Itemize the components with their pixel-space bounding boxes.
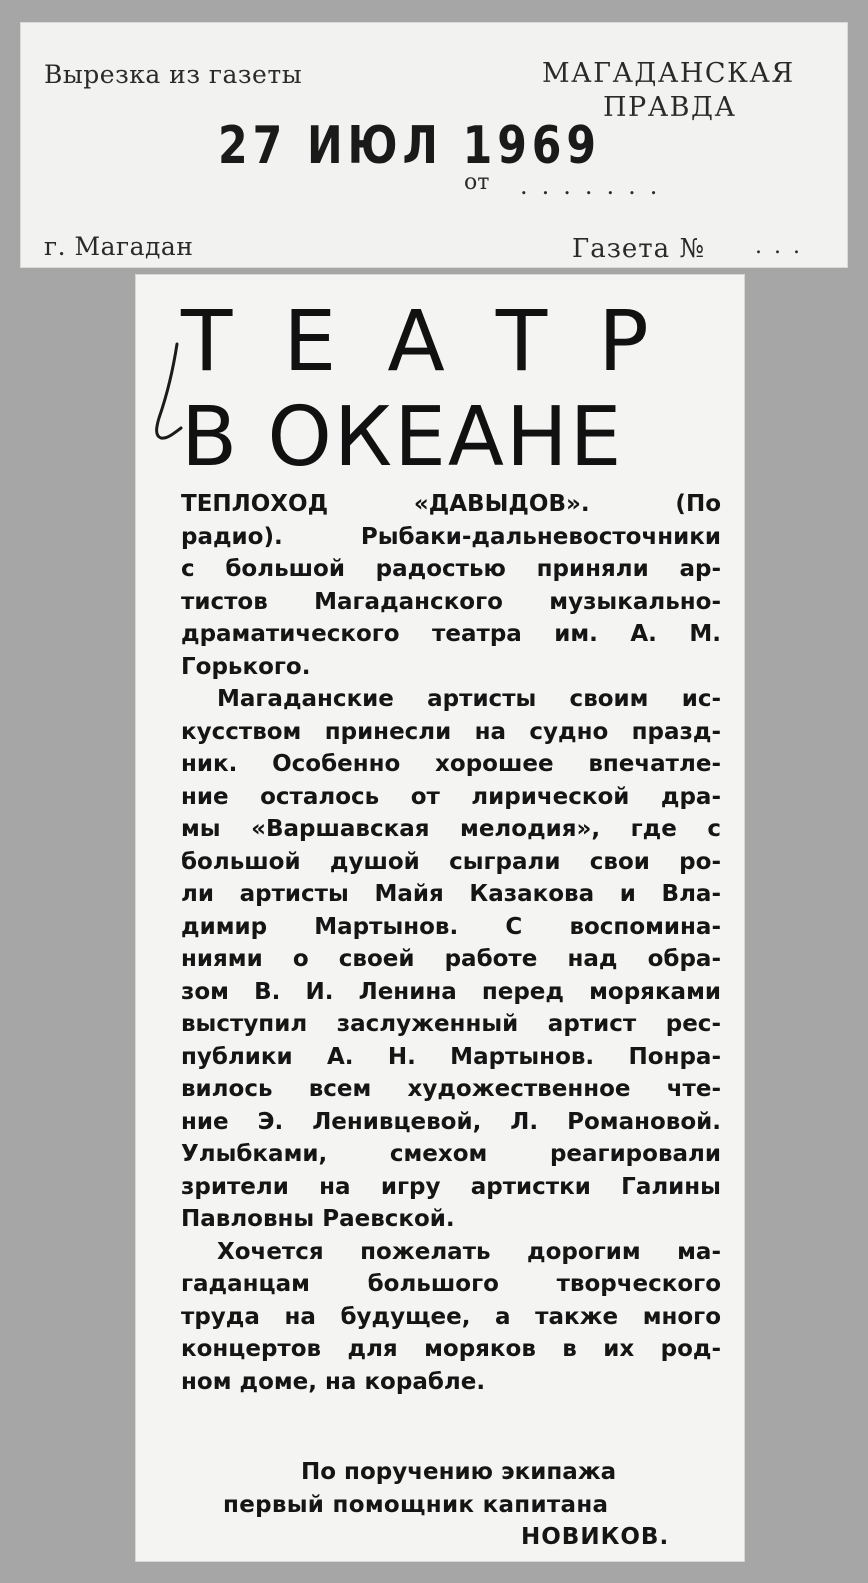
body-line: выступил заслуженный артист рес-: [181, 1011, 721, 1037]
body-line: димир Мартынов. С воспомина-: [181, 913, 721, 940]
body-line: кусством принесли на судно празд-: [181, 718, 721, 745]
from-dots: .......: [520, 172, 672, 200]
body-line: ние Э. Ленивцевой, Л. Романовой.: [181, 1108, 721, 1135]
body-line: зрители на игру артистки Галины: [181, 1173, 721, 1200]
body-line: ние осталось от лирической дра-: [181, 783, 721, 810]
body-line: ном доме, на корабле.: [181, 1368, 486, 1395]
body-line: гаданцам большого творческого: [181, 1271, 721, 1297]
signature-line1: По поручению экипажа: [301, 1459, 617, 1485]
article-body: [181, 488, 721, 1398]
date-stamp: 27 ИЮЛ 1969: [218, 116, 601, 176]
body-line: ниями о своей работе над обра-: [181, 946, 721, 972]
body-line: мы «Варшавская мелодия», где с: [181, 816, 721, 842]
body-line: ник. Особенно хорошее впечатле-: [181, 751, 721, 777]
body-line: ТЕПЛОХОД «ДАВЫДОВ». (По: [181, 491, 721, 517]
body-line: концертов для моряков в их род-: [181, 1336, 721, 1362]
newspaper-name-line2: ПРАВДА: [603, 92, 737, 123]
body-line: радио). Рыбаки-дальневосточники: [181, 523, 721, 550]
body-line: труда на будущее, а также много: [181, 1303, 721, 1330]
body-line: тистов Магаданского музыкально-: [181, 588, 721, 615]
city-label: г. Магадан: [44, 232, 194, 261]
body-line: Хочется пожелать дорогим ма-: [217, 1238, 721, 1265]
headline-line2: В ОКЕАНЕ: [181, 390, 624, 485]
body-line: Горького.: [181, 653, 311, 680]
headline-line1: ТЕАТР: [181, 292, 700, 390]
body-line: Улыбками, смехом реагировали: [181, 1141, 721, 1167]
body-line: зом В. И. Ленина перед моряками: [181, 978, 721, 1005]
issue-number-label: Газета №: [572, 234, 706, 264]
body-line: публики А. Н. Мартынов. Понра-: [181, 1043, 721, 1070]
newspaper-name-line1: МАГАДАНСКАЯ: [542, 58, 795, 89]
clipping-label: Вырезка из газеты: [44, 60, 303, 89]
signature-line2: первый помощник капитана: [223, 1492, 609, 1518]
body-line: Магаданские артисты своим ис-: [217, 686, 721, 712]
from-label: от: [464, 170, 490, 195]
body-line: вилось всем художественное чте-: [181, 1076, 721, 1102]
body-line: с большой радостью приняли ар-: [181, 556, 721, 582]
issue-number-dots: ...: [755, 234, 812, 259]
signature-author: НОВИКОВ.: [521, 1524, 670, 1550]
body-line: драматического театра им. А. М.: [181, 621, 721, 647]
clipping-header-slip: [20, 22, 848, 268]
article-clipping: [135, 274, 745, 1562]
body-line: ли артисты Майя Казакова и Вла-: [181, 881, 721, 907]
body-line: большой душой сыграли свои ро-: [181, 848, 721, 875]
body-line: Павловны Раевской.: [181, 1206, 455, 1232]
